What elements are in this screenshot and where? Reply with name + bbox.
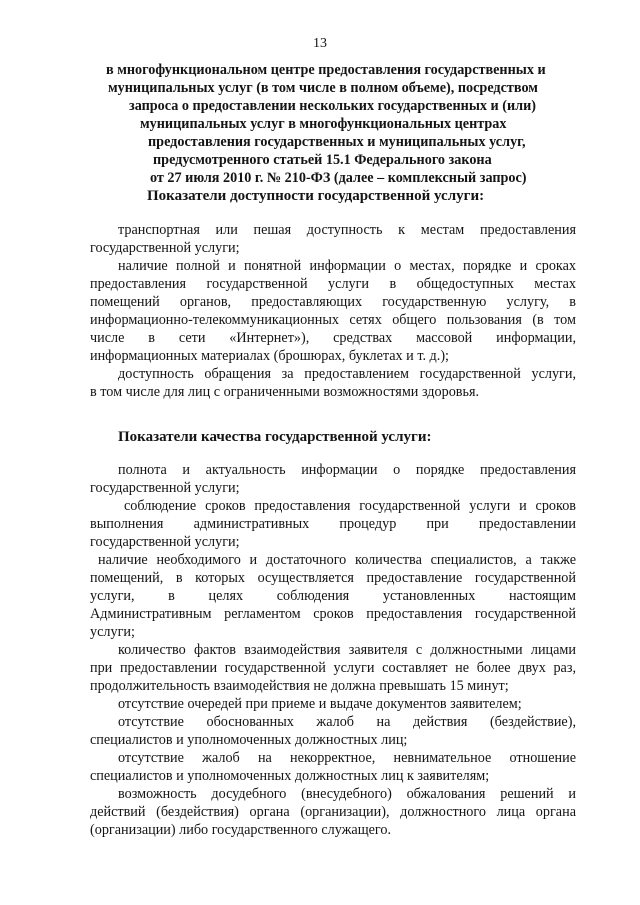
paragraph-line: доступность обращения за предоставлением государственной услуги, xyxy=(118,366,576,382)
paragraph-line: транспортная или пешая доступность к местам предоставления xyxy=(118,222,576,238)
paragraph-line: соблюдение сроков предоставления государственной услуги и сроков xyxy=(124,498,576,514)
paragraph-line: выполнения административных процедур при предоставлении xyxy=(90,516,576,532)
section-title-quality: Показатели качества государственной услуги: xyxy=(118,429,432,445)
paragraph-line: действий (бездействия) органа (организации), должностного лица органа xyxy=(90,804,576,820)
paragraph-line: полнота и актуальность информации о порядке предоставления xyxy=(118,462,576,478)
paragraph-line: предоставления государственной услуги в общедоступных местах xyxy=(90,276,576,292)
heading-line: муниципальных услуг в многофункциональных центрах xyxy=(140,116,507,132)
paragraph-line: помещений органов, предоставляющих государственную услугу, в xyxy=(90,294,576,310)
heading-line: муниципальных услуг (в том числе в полном объеме), посредством xyxy=(108,80,538,96)
paragraph-line: информационных материалах (брошюрах, буклетах и т. д.); xyxy=(90,348,449,364)
paragraph-line: в том числе для лиц с ограниченными возможностями здоровья. xyxy=(90,384,480,400)
paragraph-line: наличие необходимого и достаточного количества специалистов, а также xyxy=(98,552,576,568)
paragraph-line: отсутствие обоснованных жалоб на действия (бездействие), xyxy=(118,714,576,730)
paragraph-line: (организации) либо государственного служащего. xyxy=(90,822,392,838)
paragraph-line: помещений, в которых осуществляется предоставление государственной xyxy=(90,570,576,586)
section-title-accessibility: Показатели доступности государственной услуги: xyxy=(147,188,485,204)
paragraph-line: специалистов и уполномоченных должностных лиц к заявителям; xyxy=(90,768,490,784)
paragraph-line: Административным регламентом сроков предоставления государственной xyxy=(90,606,576,622)
page-number: 13 xyxy=(313,36,327,51)
paragraph-line: количество фактов взаимодействия заявителя с должностными лицами xyxy=(118,642,576,658)
paragraph-line: информационно-телекоммуникационных сетях общего пользования (в том xyxy=(90,312,576,328)
paragraph-line: продолжительность взаимодействия не должна превышать 15 минут; xyxy=(90,678,509,694)
paragraph-line: наличие полной и понятной информации о местах, порядке и сроках xyxy=(118,258,576,274)
heading-line: предусмотренного статьей 15.1 Федерального закона xyxy=(153,152,492,168)
paragraph-line: возможность досудебного (внесудебного) обжалования решений и xyxy=(118,786,576,802)
paragraph-line: числе в сети «Интернет»), средствах массовой информации, xyxy=(90,330,576,346)
heading-line: от 27 июля 2010 г. № 210-ФЗ (далее – комплексный запрос) xyxy=(150,170,527,186)
paragraph-line: при предоставлении государственной услуги составляет не более двух раз, xyxy=(90,660,576,676)
paragraph-line: государственной услуги; xyxy=(90,534,240,550)
paragraph-line: отсутствие жалоб на некорректное, невнимательное отношение xyxy=(118,750,576,766)
paragraph-line: государственной услуги; xyxy=(90,480,240,496)
paragraph-line: специалистов и уполномоченных должностных лиц; xyxy=(90,732,408,748)
heading-line: в многофункциональном центре предоставления государственных и xyxy=(106,62,546,78)
heading-line: предоставления государственных и муниципальных услуг, xyxy=(148,134,526,150)
paragraph-line: государственной услуги; xyxy=(90,240,240,256)
heading-line: запроса о предоставлении нескольких государственных и (или) xyxy=(129,98,537,114)
paragraph-line: услуги, в целях соблюдения установленных настоящим xyxy=(90,588,576,604)
paragraph-line: отсутствие очередей при приеме и выдаче документов заявителем; xyxy=(118,696,522,712)
paragraph-line: услуги; xyxy=(90,624,135,640)
